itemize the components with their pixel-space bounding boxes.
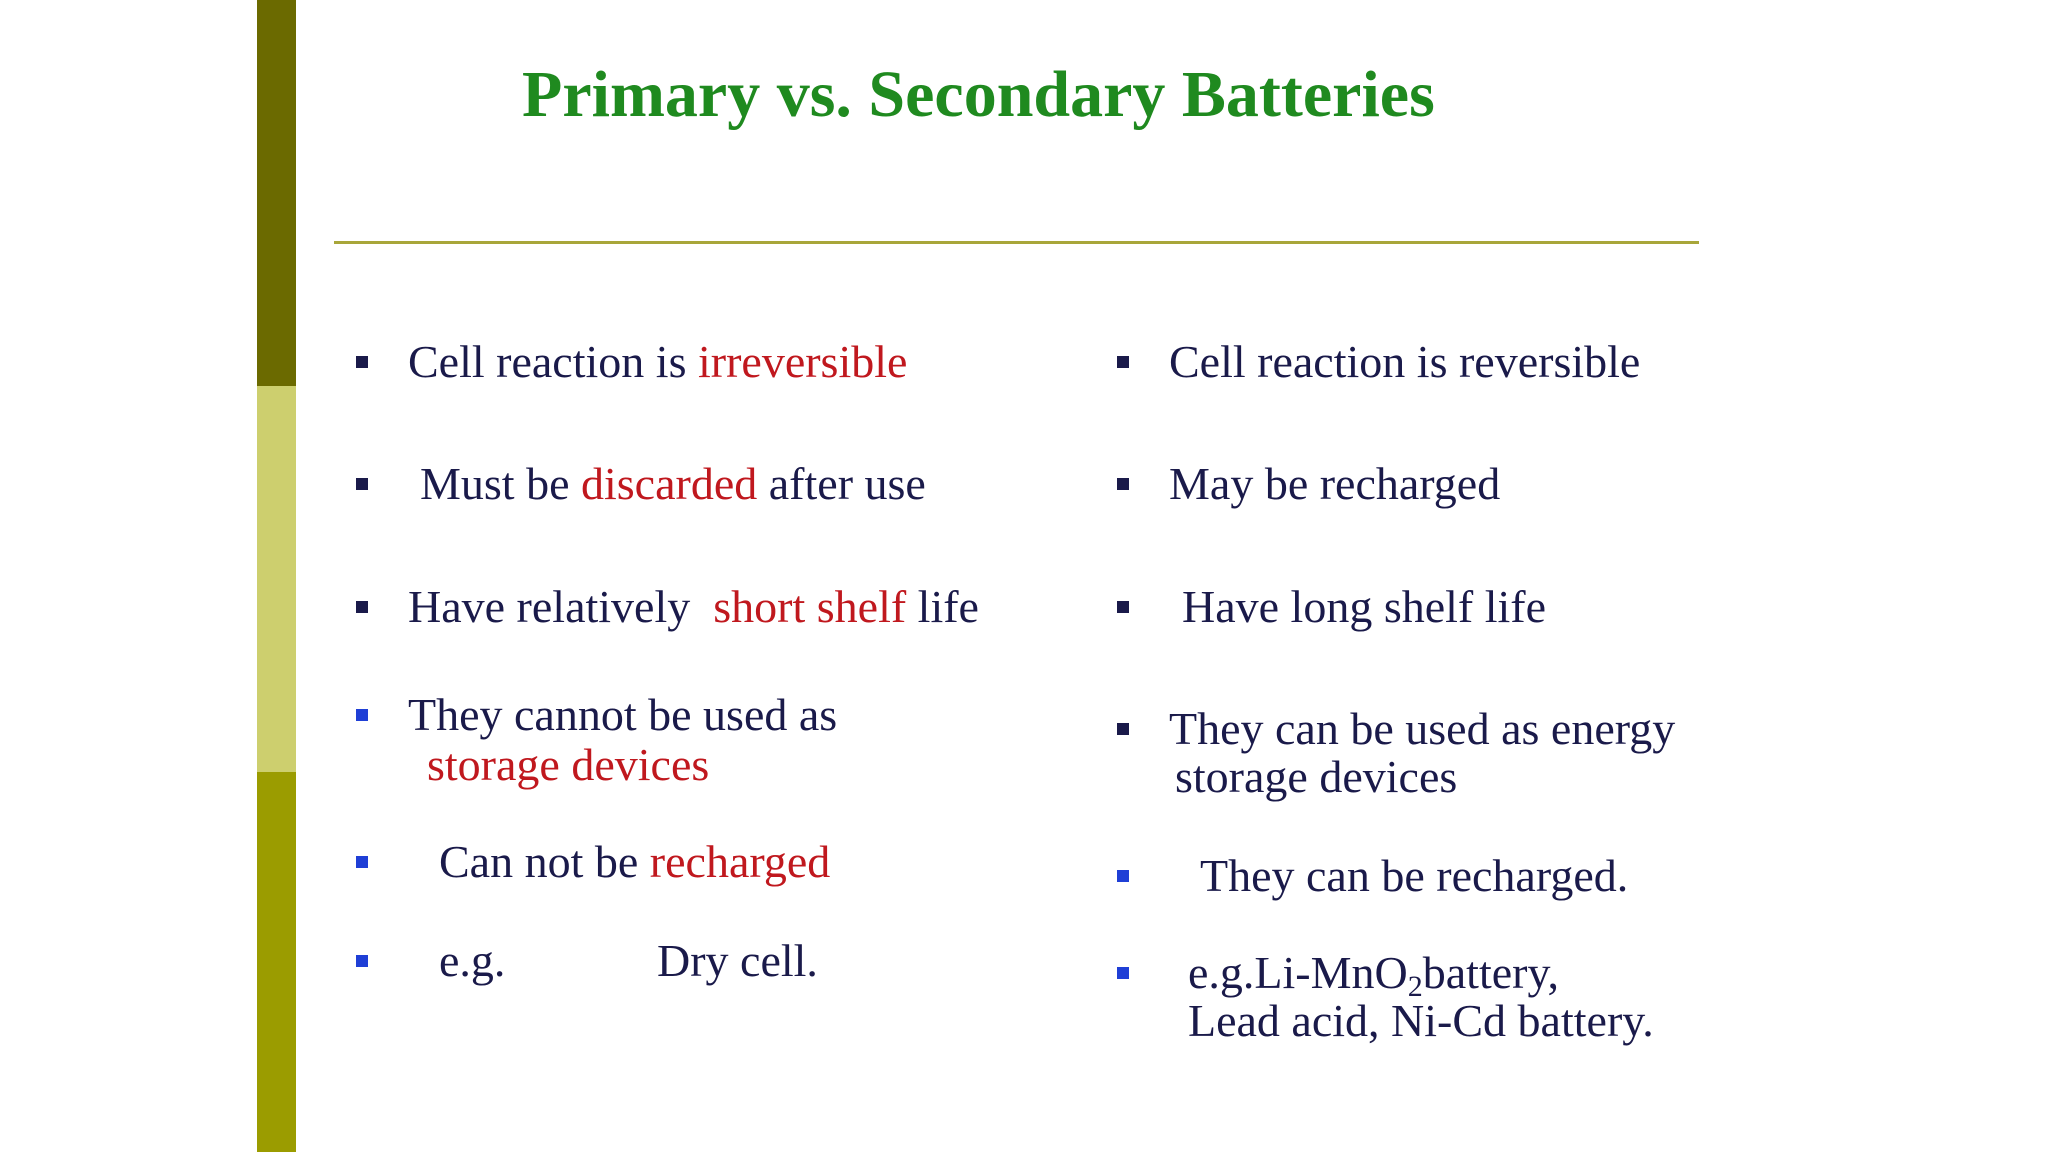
secondary-item-1: Cell reaction is reversible — [1169, 336, 1641, 387]
subscript-2: 2 — [1407, 970, 1423, 1003]
primary-item-6-label: e.g. — [439, 935, 506, 986]
bullet-icon — [356, 955, 368, 967]
secondary-item-4-line-2: storage devices — [1175, 751, 1458, 802]
bullet-icon — [356, 856, 368, 868]
bullet-icon — [1117, 356, 1129, 368]
bullet-icon — [356, 478, 368, 490]
bullet-icon — [1117, 478, 1129, 490]
slide-title: Primary vs. Secondary Batteries — [522, 58, 1435, 131]
bullet-icon — [356, 709, 368, 721]
primary-item-6-example: Dry cell. — [657, 935, 818, 986]
bullet-icon — [1117, 870, 1129, 882]
title-divider — [334, 241, 1699, 244]
bullet-icon — [356, 356, 368, 368]
secondary-item-6-line-2: Lead acid, Ni-Cd battery. — [1188, 995, 1654, 1046]
left-bar-middle — [257, 386, 296, 772]
primary-item-5: Can not be recharged — [439, 836, 831, 887]
bullet-icon — [1117, 601, 1129, 613]
secondary-item-3: Have long shelf life — [1182, 581, 1547, 632]
secondary-item-2: May be recharged — [1169, 458, 1501, 509]
primary-item-4-line-1: They cannot be used as — [408, 689, 838, 740]
left-bar-bottom — [257, 772, 296, 1152]
left-bar-top — [257, 0, 296, 386]
primary-item-4-line-2: storage devices — [427, 739, 710, 790]
bullet-icon — [1117, 967, 1129, 979]
secondary-item-4-line-1: They can be used as energy — [1169, 703, 1676, 754]
secondary-item-5: They can be recharged. — [1200, 850, 1629, 901]
primary-item-2: Must be discarded after use — [420, 458, 926, 509]
primary-item-1: Cell reaction is irreversible — [408, 336, 908, 387]
secondary-item-6-line-1: e.g.Li-MnO$_2$battery, — [1188, 947, 1559, 1003]
bullet-icon — [356, 601, 368, 613]
bullet-icon — [1117, 723, 1129, 735]
primary-item-3: Have relatively short shelf life — [408, 581, 979, 632]
